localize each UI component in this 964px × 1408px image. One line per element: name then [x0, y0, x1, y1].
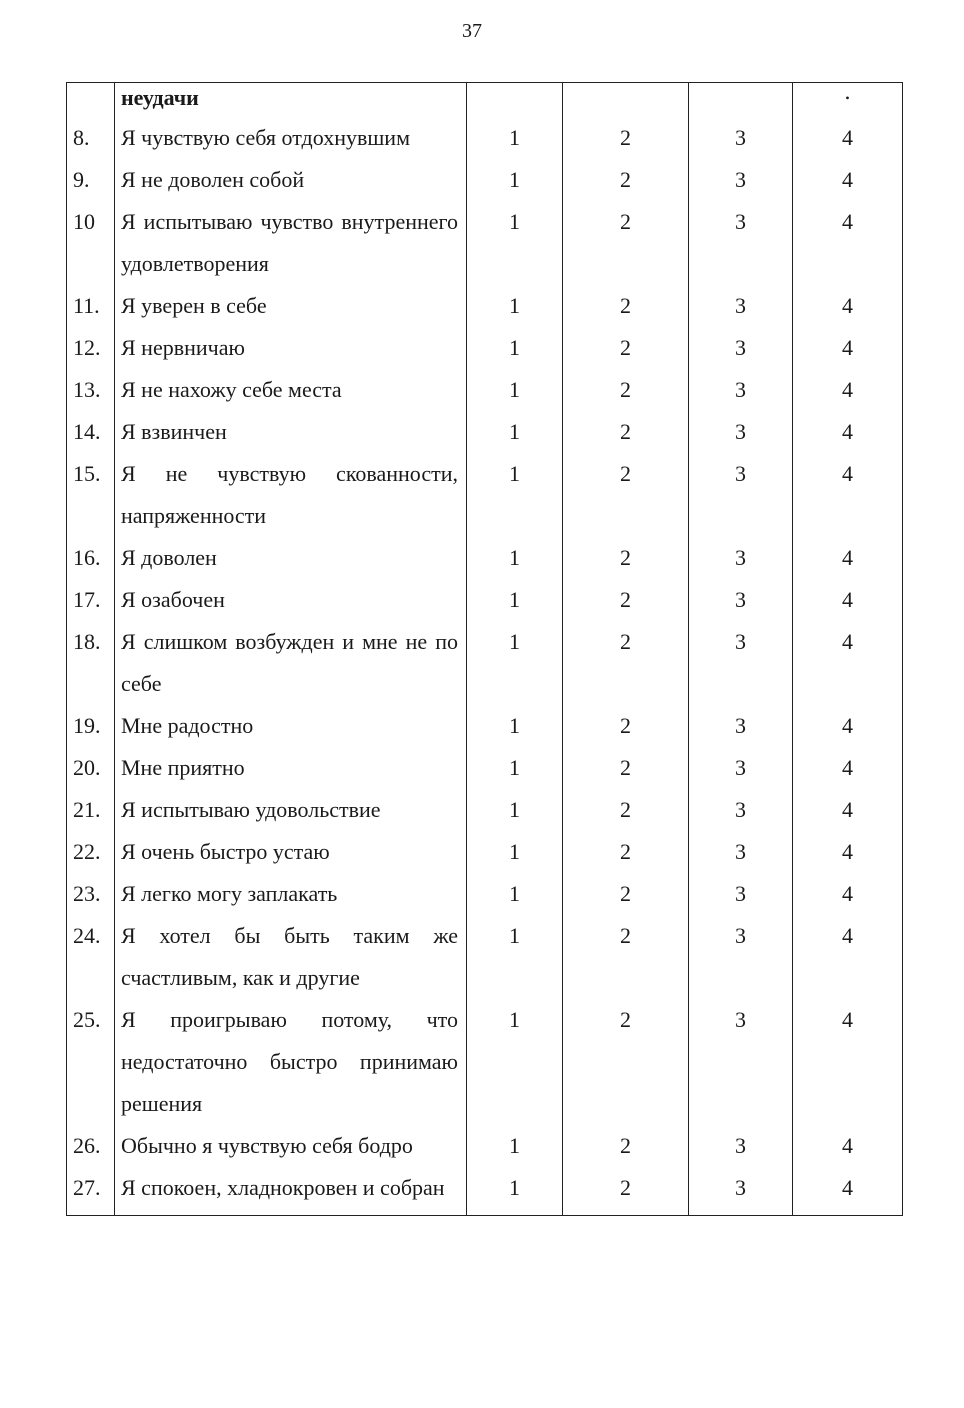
- score-cell-2: 2: [563, 999, 689, 1125]
- score-cell-1: 1: [467, 201, 563, 285]
- score-cell-2: 2: [563, 159, 689, 201]
- statement-cell: Я уверен в себе: [115, 285, 467, 327]
- statement-cell: Я взвинчен: [115, 411, 467, 453]
- table-row: [67, 747, 903, 789]
- statement-cell: Я не чувствую скованности, напряженности: [115, 453, 467, 537]
- score-cell-3: 3: [689, 327, 793, 369]
- score-cell-1: 1: [467, 873, 563, 915]
- statement-cell: Я не нахожу себе места: [115, 369, 467, 411]
- table-body: [67, 83, 903, 1216]
- score-cell-3: 3: [689, 705, 793, 747]
- score-cell-1: 1: [467, 369, 563, 411]
- score-cell-3: 3: [689, 453, 793, 537]
- score-cell-2: 2: [563, 369, 689, 411]
- statement-cell: Я озабочен: [115, 579, 467, 621]
- score-cell-1: 1: [467, 831, 563, 873]
- score-cell-3: 3: [689, 201, 793, 285]
- row-number-cell: 26.: [67, 1125, 115, 1167]
- statement-cell: Я слишком возбужден и мне не по себе: [115, 621, 467, 705]
- score-cell-2: 2: [563, 789, 689, 831]
- score-cell-4: 4: [793, 999, 903, 1125]
- row-number-cell: 13.: [67, 369, 115, 411]
- score-cell-1: 1: [467, 915, 563, 999]
- score-cell-4: 4: [793, 411, 903, 453]
- score-cell-4: 4: [793, 453, 903, 537]
- statement-cell: Обычно я чувствую себя бодро: [115, 1125, 467, 1167]
- score-cell-4: 4: [793, 159, 903, 201]
- statement-cell: Я проигрываю потому, что недостаточно быстро принимаю решения: [115, 999, 467, 1125]
- score-cell-1: 1: [467, 159, 563, 201]
- score-cell-3: 3: [689, 159, 793, 201]
- table-row: [67, 159, 903, 201]
- questionnaire-table-container: [66, 82, 902, 1216]
- table-row: [67, 999, 903, 1125]
- table-row: [67, 1125, 903, 1167]
- score-cell-2: 2: [563, 327, 689, 369]
- score-cell-4: 4: [793, 369, 903, 411]
- score-cell-4: 4: [793, 579, 903, 621]
- table-row: [67, 621, 903, 705]
- row-number-cell: 19.: [67, 705, 115, 747]
- row-number-cell: 25.: [67, 999, 115, 1125]
- score-cell-3: 3: [689, 369, 793, 411]
- score-cell-2: 2: [563, 453, 689, 537]
- statement-cell: Я легко могу заплакать: [115, 873, 467, 915]
- score-cell-4: 4: [793, 1125, 903, 1167]
- statement-cell: Я испытываю удовольствие: [115, 789, 467, 831]
- score-cell-1: 1: [467, 999, 563, 1125]
- row-number-cell: 14.: [67, 411, 115, 453]
- score-cell-2: 2: [563, 621, 689, 705]
- score-cell-2: 2: [563, 1167, 689, 1216]
- score-cell-2: 2: [563, 1125, 689, 1167]
- score-cell-2: 2: [563, 831, 689, 873]
- score-cell-4: 4: [793, 285, 903, 327]
- score-cell-3: 3: [689, 747, 793, 789]
- table-row: [67, 453, 903, 537]
- score-cell-4: 4: [793, 201, 903, 285]
- score-cell-2: 2: [563, 117, 689, 159]
- statement-cell: неудачи: [115, 83, 467, 118]
- table-row: [67, 537, 903, 579]
- table-row: [67, 327, 903, 369]
- score-cell-4: 4: [793, 117, 903, 159]
- score-cell-3: 3: [689, 789, 793, 831]
- score-cell-1: 1: [467, 621, 563, 705]
- score-cell-1: [467, 83, 563, 118]
- statement-cell: Я испытываю чувство внутреннего удовлетворения: [115, 201, 467, 285]
- statement-cell: Я хотел бы быть таким же счастливым, как и другие: [115, 915, 467, 999]
- score-cell-1: 1: [467, 747, 563, 789]
- row-number-cell: 18.: [67, 621, 115, 705]
- row-number-cell: 27.: [67, 1167, 115, 1216]
- score-cell-3: 3: [689, 117, 793, 159]
- statement-cell: Я нервничаю: [115, 327, 467, 369]
- score-cell-3: 3: [689, 621, 793, 705]
- score-cell-1: 1: [467, 453, 563, 537]
- score-cell-1: 1: [467, 285, 563, 327]
- row-number-cell: 9.: [67, 159, 115, 201]
- table-row: [67, 705, 903, 747]
- score-cell-3: 3: [689, 831, 793, 873]
- table-row: [67, 369, 903, 411]
- row-number-cell: 17.: [67, 579, 115, 621]
- table-row: [67, 411, 903, 453]
- score-cell-2: 2: [563, 915, 689, 999]
- score-cell-3: 3: [689, 411, 793, 453]
- row-number-cell: 10: [67, 201, 115, 285]
- score-cell-1: 1: [467, 411, 563, 453]
- score-cell-2: 2: [563, 411, 689, 453]
- score-cell-4: 4: [793, 327, 903, 369]
- score-cell-4: 4: [793, 831, 903, 873]
- table-row: [67, 1167, 903, 1216]
- score-cell-1: 1: [467, 579, 563, 621]
- score-cell-3: 3: [689, 999, 793, 1125]
- score-cell-1: 1: [467, 117, 563, 159]
- score-cell-2: 2: [563, 705, 689, 747]
- score-cell-4: 4: [793, 747, 903, 789]
- score-cell-1: 1: [467, 705, 563, 747]
- statement-cell: Я не доволен собой: [115, 159, 467, 201]
- score-cell-4: 4: [793, 873, 903, 915]
- row-number-cell: [67, 83, 115, 118]
- score-cell-2: 2: [563, 201, 689, 285]
- table-row: [67, 117, 903, 159]
- score-cell-4: 4: [793, 621, 903, 705]
- score-cell-3: 3: [689, 1167, 793, 1216]
- score-cell-2: 2: [563, 579, 689, 621]
- score-cell-1: 1: [467, 327, 563, 369]
- questionnaire-table: [66, 82, 903, 1216]
- row-number-cell: 12.: [67, 327, 115, 369]
- statement-cell: Я спокоен, хладнокровен и собран: [115, 1167, 467, 1216]
- table-row: [67, 285, 903, 327]
- score-cell-3: 3: [689, 579, 793, 621]
- score-cell-3: [689, 83, 793, 118]
- row-number-cell: 16.: [67, 537, 115, 579]
- table-row: [67, 831, 903, 873]
- score-cell-4: 4: [793, 705, 903, 747]
- statement-cell: Мне приятно: [115, 747, 467, 789]
- score-cell-1: 1: [467, 537, 563, 579]
- statement-cell: Я чувствую себя отдохнувшим: [115, 117, 467, 159]
- table-row: [67, 915, 903, 999]
- score-cell-3: 3: [689, 1125, 793, 1167]
- score-cell-3: 3: [689, 285, 793, 327]
- score-cell-3: 3: [689, 873, 793, 915]
- statement-cell: Я доволен: [115, 537, 467, 579]
- row-number-cell: 8.: [67, 117, 115, 159]
- table-row: [67, 579, 903, 621]
- score-cell-1: 1: [467, 789, 563, 831]
- score-cell-4: 4: [793, 1167, 903, 1216]
- score-cell-1: 1: [467, 1167, 563, 1216]
- row-number-cell: 22.: [67, 831, 115, 873]
- score-cell-2: 2: [563, 285, 689, 327]
- score-cell-2: [563, 83, 689, 118]
- score-cell-1: 1: [467, 1125, 563, 1167]
- table-row-continuation: [67, 83, 903, 118]
- table-row: [67, 873, 903, 915]
- row-number-cell: 20.: [67, 747, 115, 789]
- table-row: [67, 789, 903, 831]
- page-number: 37: [462, 20, 482, 42]
- score-cell-2: 2: [563, 747, 689, 789]
- row-number-cell: 23.: [67, 873, 115, 915]
- table-row: [67, 201, 903, 285]
- stray-mark: •: [793, 83, 903, 118]
- score-cell-3: 3: [689, 915, 793, 999]
- score-cell-2: 2: [563, 873, 689, 915]
- statement-cell: Мне радостно: [115, 705, 467, 747]
- row-number-cell: 24.: [67, 915, 115, 999]
- score-cell-4: 4: [793, 789, 903, 831]
- row-number-cell: 15.: [67, 453, 115, 537]
- score-cell-4: 4: [793, 537, 903, 579]
- score-cell-4: 4: [793, 915, 903, 999]
- statement-cell: Я очень быстро устаю: [115, 831, 467, 873]
- score-cell-3: 3: [689, 537, 793, 579]
- row-number-cell: 21.: [67, 789, 115, 831]
- row-number-cell: 11.: [67, 285, 115, 327]
- score-cell-2: 2: [563, 537, 689, 579]
